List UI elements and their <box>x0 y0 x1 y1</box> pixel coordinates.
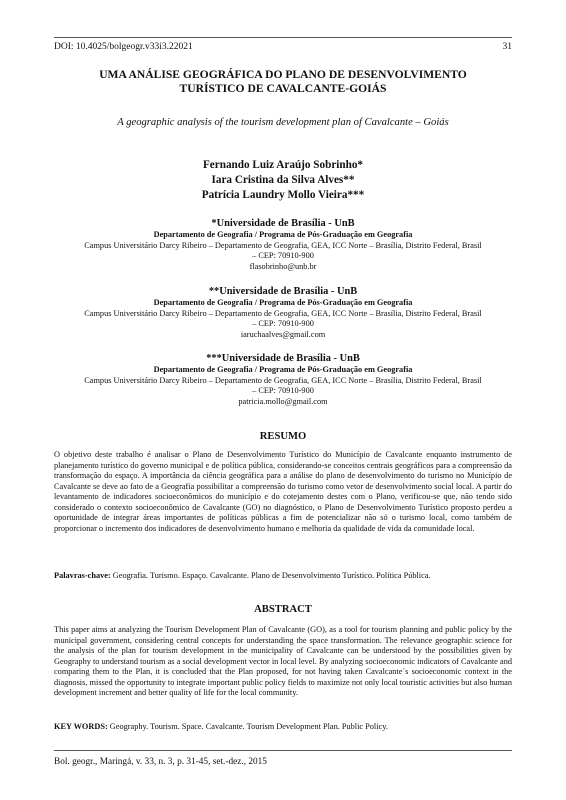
affiliation-department: Departamento de Geografia / Programa de Pós-Graduação em Geografia <box>153 365 413 374</box>
affiliation-department: Departamento de Geografia / Programa de Pós-Graduação em Geografia <box>153 298 413 307</box>
abstract-body: This paper aims at analyzing the Tourism Development Plan of Cavalcante (GO), as a tool for tourism planning and public policy by the municipal government, considering central concepts for understanding the space transformation. The relevance geographic science for the analysis of the plan for tourism development in the municipality of Cavalcante can be understood by the possibilities given by Geography to understand tourism as a social development vector in local level. By analyzing socioeconomic indicators of Cavalcante and comparing them to the Plan, it is concluded that the Plan proposed, for not having taken Cavalcante´s socioeconomic context in the diagnosis, missed the opportunity to integrate important public policy fields to maximize not only local touristic activities but also human development increment and better quality of life for the local community. <box>54 625 512 697</box>
title-line-1: UMA ANÁLISE GEOGRÁFICA DO PLANO DE DESENVOLVIMENTO <box>99 68 467 81</box>
keywords-text: Geografia. Turismo. Espaço. Cavalcante. Plano de Desenvolvimento Turístico. Política Pública. <box>112 571 431 580</box>
footer-rule <box>54 750 512 751</box>
affiliation-email: iaruchaalves@gmail.com <box>240 329 326 339</box>
doi-text: DOI: 10.4025/bolgeogr.v33i3.22021 <box>54 42 193 52</box>
resumo-body: O objetivo deste trabalho é analisar o Plano de Desenvolvimento Turístico do Município de Cavalcante enquanto instrumento de planejamento turístico do governo municipal e de política pública, considerando-se conceitos centrais geográficos para a compreensão da transformação do espaço. A importância da ciência geográfica para a análise do plano de desenvolvimento do turismo no Município de Cavalcante se deve ao fato de a Geografia possibilitar a compreensão do turismo como vetor de desenvolvimento social local. A partir do levantamento de indicadores socioeconômicos do município e do cotejamento destes com o Plano, verificou-se que, não tendo sido considerado o contexto socioeconômico de Cavalcante (GO) no diagnóstico, o Plano de Desenvolvimento Turístico proposto perdeu a oportunidade de integrar áreas importantes de políticas públicas a fim de potencializar não só o turismo local, como também de proporcionar o incremento dos indicadores de desenvolvimento humano e melhoria da qualidade de vida da comunidade local. <box>54 450 512 533</box>
page-number: 31 <box>502 42 512 52</box>
affiliation-university: ***Universidade de Brasília - UnB <box>206 353 360 364</box>
affiliation-university: **Universidade de Brasília - UnB <box>208 286 358 297</box>
header-rule <box>54 37 512 38</box>
title-line-2: TURÍSTICO DE CAVALCANTE-GOIÁS <box>179 82 387 95</box>
resumo-heading: RESUMO <box>259 431 307 442</box>
author-name: Iara Cristina da Silva Alves** <box>211 174 355 186</box>
author-list <box>54 158 512 203</box>
paper-subtitle: A geographic analysis of the tourism development plan of Cavalcante – Goiás <box>117 117 449 128</box>
keywords-text: Geography. Tourism. Space. Cavalcante. Tourism Development Plan. Public Policy. <box>109 722 388 731</box>
abstract-heading: ABSTRACT <box>254 604 312 615</box>
author-name: Fernando Luiz Araújo Sobrinho* <box>202 159 364 171</box>
affiliation-block <box>54 285 512 340</box>
affiliation-email: flasobrinho@unb.br <box>249 261 317 271</box>
affiliation-address: Campus Universitário Darcy Ribeiro – Departamento de Geografia, GEA, ICC Norte – Brasília, Distrito Federal, Brasil <box>84 240 482 250</box>
affiliation-address: – CEP: 70910-900 <box>252 319 314 328</box>
keywords-label: Palavras-chave: <box>54 571 111 580</box>
paper-title <box>54 68 512 96</box>
affiliation-university: *Universidade de Brasília - UnB <box>211 218 355 229</box>
affiliation-email: patricia.mollo@gmail.com <box>238 396 328 406</box>
affiliation-address: Campus Universitário Darcy Ribeiro – Departamento de Geografia, GEA, ICC Norte – Brasília, Distrito Federal, Brasil <box>84 308 482 318</box>
author-name: Patrícia Laundry Mollo Vieira*** <box>201 189 365 201</box>
resumo-keywords <box>54 571 512 582</box>
abstract-keywords <box>54 722 512 733</box>
affiliation-block <box>54 352 512 407</box>
keywords-label: KEY WORDS: <box>54 722 108 731</box>
affiliation-address: – CEP: 70910-900 <box>252 386 314 395</box>
journal-citation: Bol. geogr., Maringá, v. 33, n. 3, p. 31-45, set.-dez., 2015 <box>54 757 267 767</box>
affiliation-block <box>54 217 512 272</box>
affiliation-address: Campus Universitário Darcy Ribeiro – Departamento de Geografia, GEA, ICC Norte – Brasília, Distrito Federal, Brasil <box>84 375 482 385</box>
affiliation-address: – CEP: 70910-900 <box>252 251 314 260</box>
affiliation-department: Departamento de Geografia / Programa de Pós-Graduação em Geografia <box>153 230 413 239</box>
